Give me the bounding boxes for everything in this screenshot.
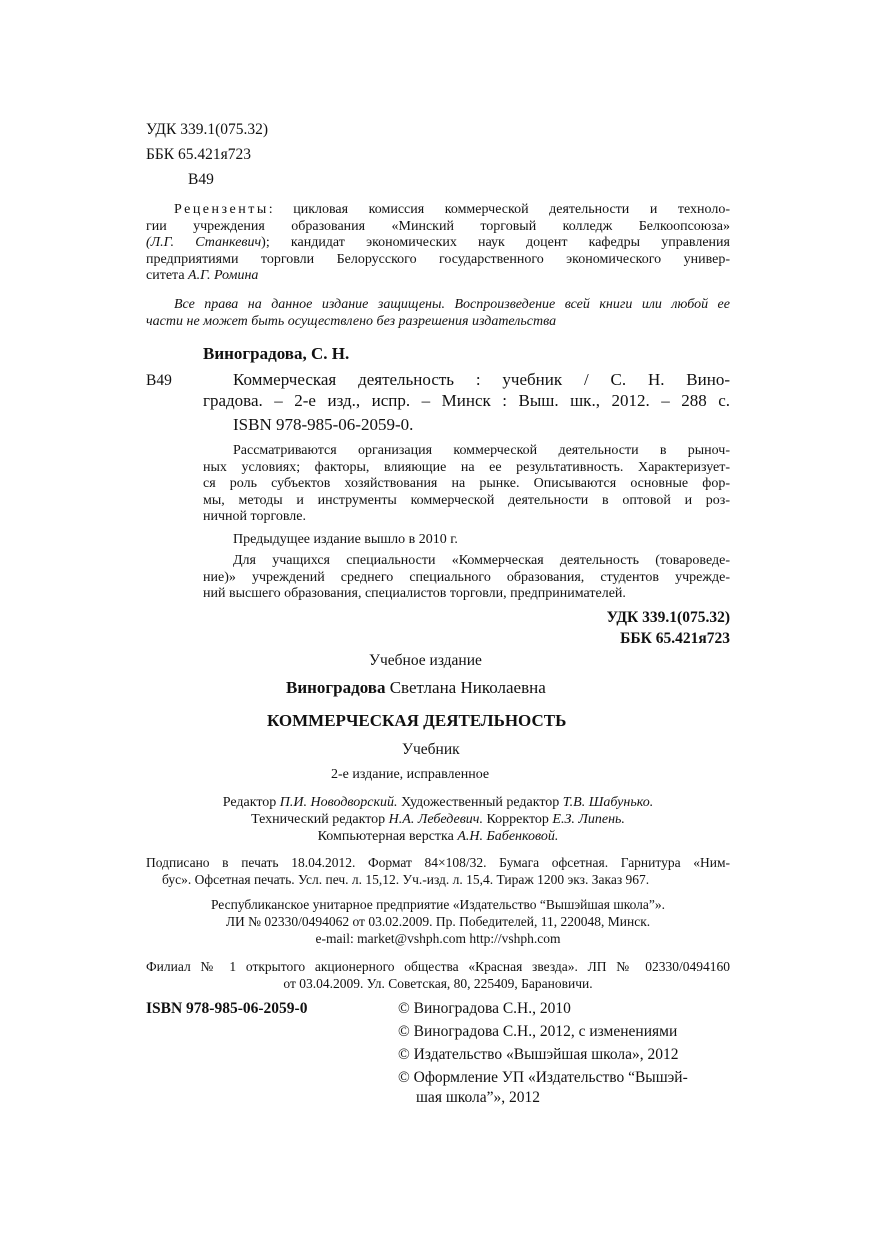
book-subtitle: Учебник	[402, 741, 460, 758]
header-bbk: ББК 65.421я723	[146, 146, 252, 163]
catalog-abstract: Рассматриваются организация коммерческой деятельности в рыноч- ных условиях; факторы, влияющие на ее результативность. Характеризует- ся роль субъектов хозяйствования на рынке. Описываются основные фор- мы, методы и инструменты коммерческой деятельности в оптовой и роз- ничной торговле.	[203, 443, 730, 524]
header-code: В49	[188, 171, 214, 188]
copyright-line: © Виноградова С.Н., 2012, с изменениями	[398, 1023, 678, 1040]
credits-line-2: Технический редактор Н.А. Лебедевич. Корректор Е.З. Липень.	[251, 812, 625, 827]
publisher-line-3: e-mail: market@vshph.com http://vshph.com	[315, 931, 561, 946]
catalog-author: Виноградова, С. Н.	[203, 344, 350, 363]
edition-type: Учебное издание	[369, 652, 482, 669]
catalog-code: В49	[146, 372, 172, 389]
reviewers-label: Рецензенты	[174, 202, 269, 217]
book-title: КОММЕРЧЕСКАЯ ДЕЯТЕЛЬНОСТЬ	[267, 711, 567, 730]
copyright-line: © Оформление УП «Издательство “Вышэй-	[398, 1069, 688, 1086]
reviewers-line-5: ситета А.Г. Ромина	[146, 268, 259, 283]
credits-line-1: Редактор П.И. Новодворский. Художественный редактор Т.В. Шабунько.	[222, 795, 654, 810]
catalog-udk: УДК 339.1(075.32)	[606, 609, 730, 626]
footer-isbn: ISBN 978-985-06-2059-0	[146, 1000, 308, 1017]
reviewers-line-3: (Л.Г. Станкевич); кандидат экономических наук доцент кафедры управления	[146, 235, 730, 250]
header-udk: УДК 339.1(075.32)	[146, 121, 269, 138]
edition-info: 2-е издание, исправленное	[331, 767, 490, 782]
catalog-title: Коммерческая деятельность : учебник / С. Н. Вино- градова. – 2-е изд., испр. – Минск : Выш. шк., 2012. – 288 с.	[203, 370, 730, 410]
reviewers-line-2: гии учреждения образования «Минский торговый колледж Белкоопсоюза»	[146, 218, 730, 234]
publisher-line-2: ЛИ № 02330/0494062 от 03.02.2009. Пр. Победителей, 11, 220048, Минск.	[225, 914, 651, 929]
printer-info: Филиал № 1 открытого акционерного общества «Красная звезда». ЛП № 02330/0494160 от 03.04.2009. Ул. Советская, 80, 225409, Барановичи.	[146, 959, 730, 991]
catalog-bbk: ББК 65.421я723	[620, 630, 730, 647]
catalog-isbn: ISBN 978-985-06-2059-0.	[233, 415, 414, 434]
print-info: Подписано в печать 18.04.2012. Формат 84×108/32. Бумага офсетная. Гарнитура «Ним- бус». Офсетная печать. Усл. печ. л. 15,12. Уч.-изд. л. 15,4. Тираж 1200 экз. Заказ 967.	[146, 855, 730, 887]
reviewers-block	[146, 202, 730, 285]
copyright-line-cont: шая школа”», 2012	[416, 1089, 541, 1106]
credits-line-3: Компьютерная верстка А.Н. Бабенковой.	[317, 829, 559, 844]
copyright-line: © Издательство «Вышэйшая школа», 2012	[398, 1046, 679, 1063]
publisher-line-1: Республиканское унитарное предприятие «Издательство “Вышэйшая школа”».	[210, 897, 666, 912]
reviewers-line-4: предприятиями торговли Белорусского государственного экономического универ-	[146, 251, 730, 267]
imprint-author: Виноградова Светлана Николаевна	[286, 678, 546, 697]
catalog-audience: Для учащихся специальности «Коммерческая деятельность (товароведе- ние)» учреждений среднего специального образования, студентов учрежде- ний высшего образования, специалистов торговли, предпринимателей.	[203, 553, 730, 601]
rights-notice: Все права на данное издание защищены. Воспроизведение всей книги или любой ее части не может быть осуществлено без разрешения издательства	[146, 297, 730, 329]
copyright-line: © Виноградова С.Н., 2010	[398, 1000, 571, 1017]
reviewers-line-1: Рецензенты: цикловая комиссия коммерческой деятельности и техноло-	[174, 202, 730, 217]
catalog-previous: Предыдущее издание вышло в 2010 г.	[233, 532, 458, 547]
